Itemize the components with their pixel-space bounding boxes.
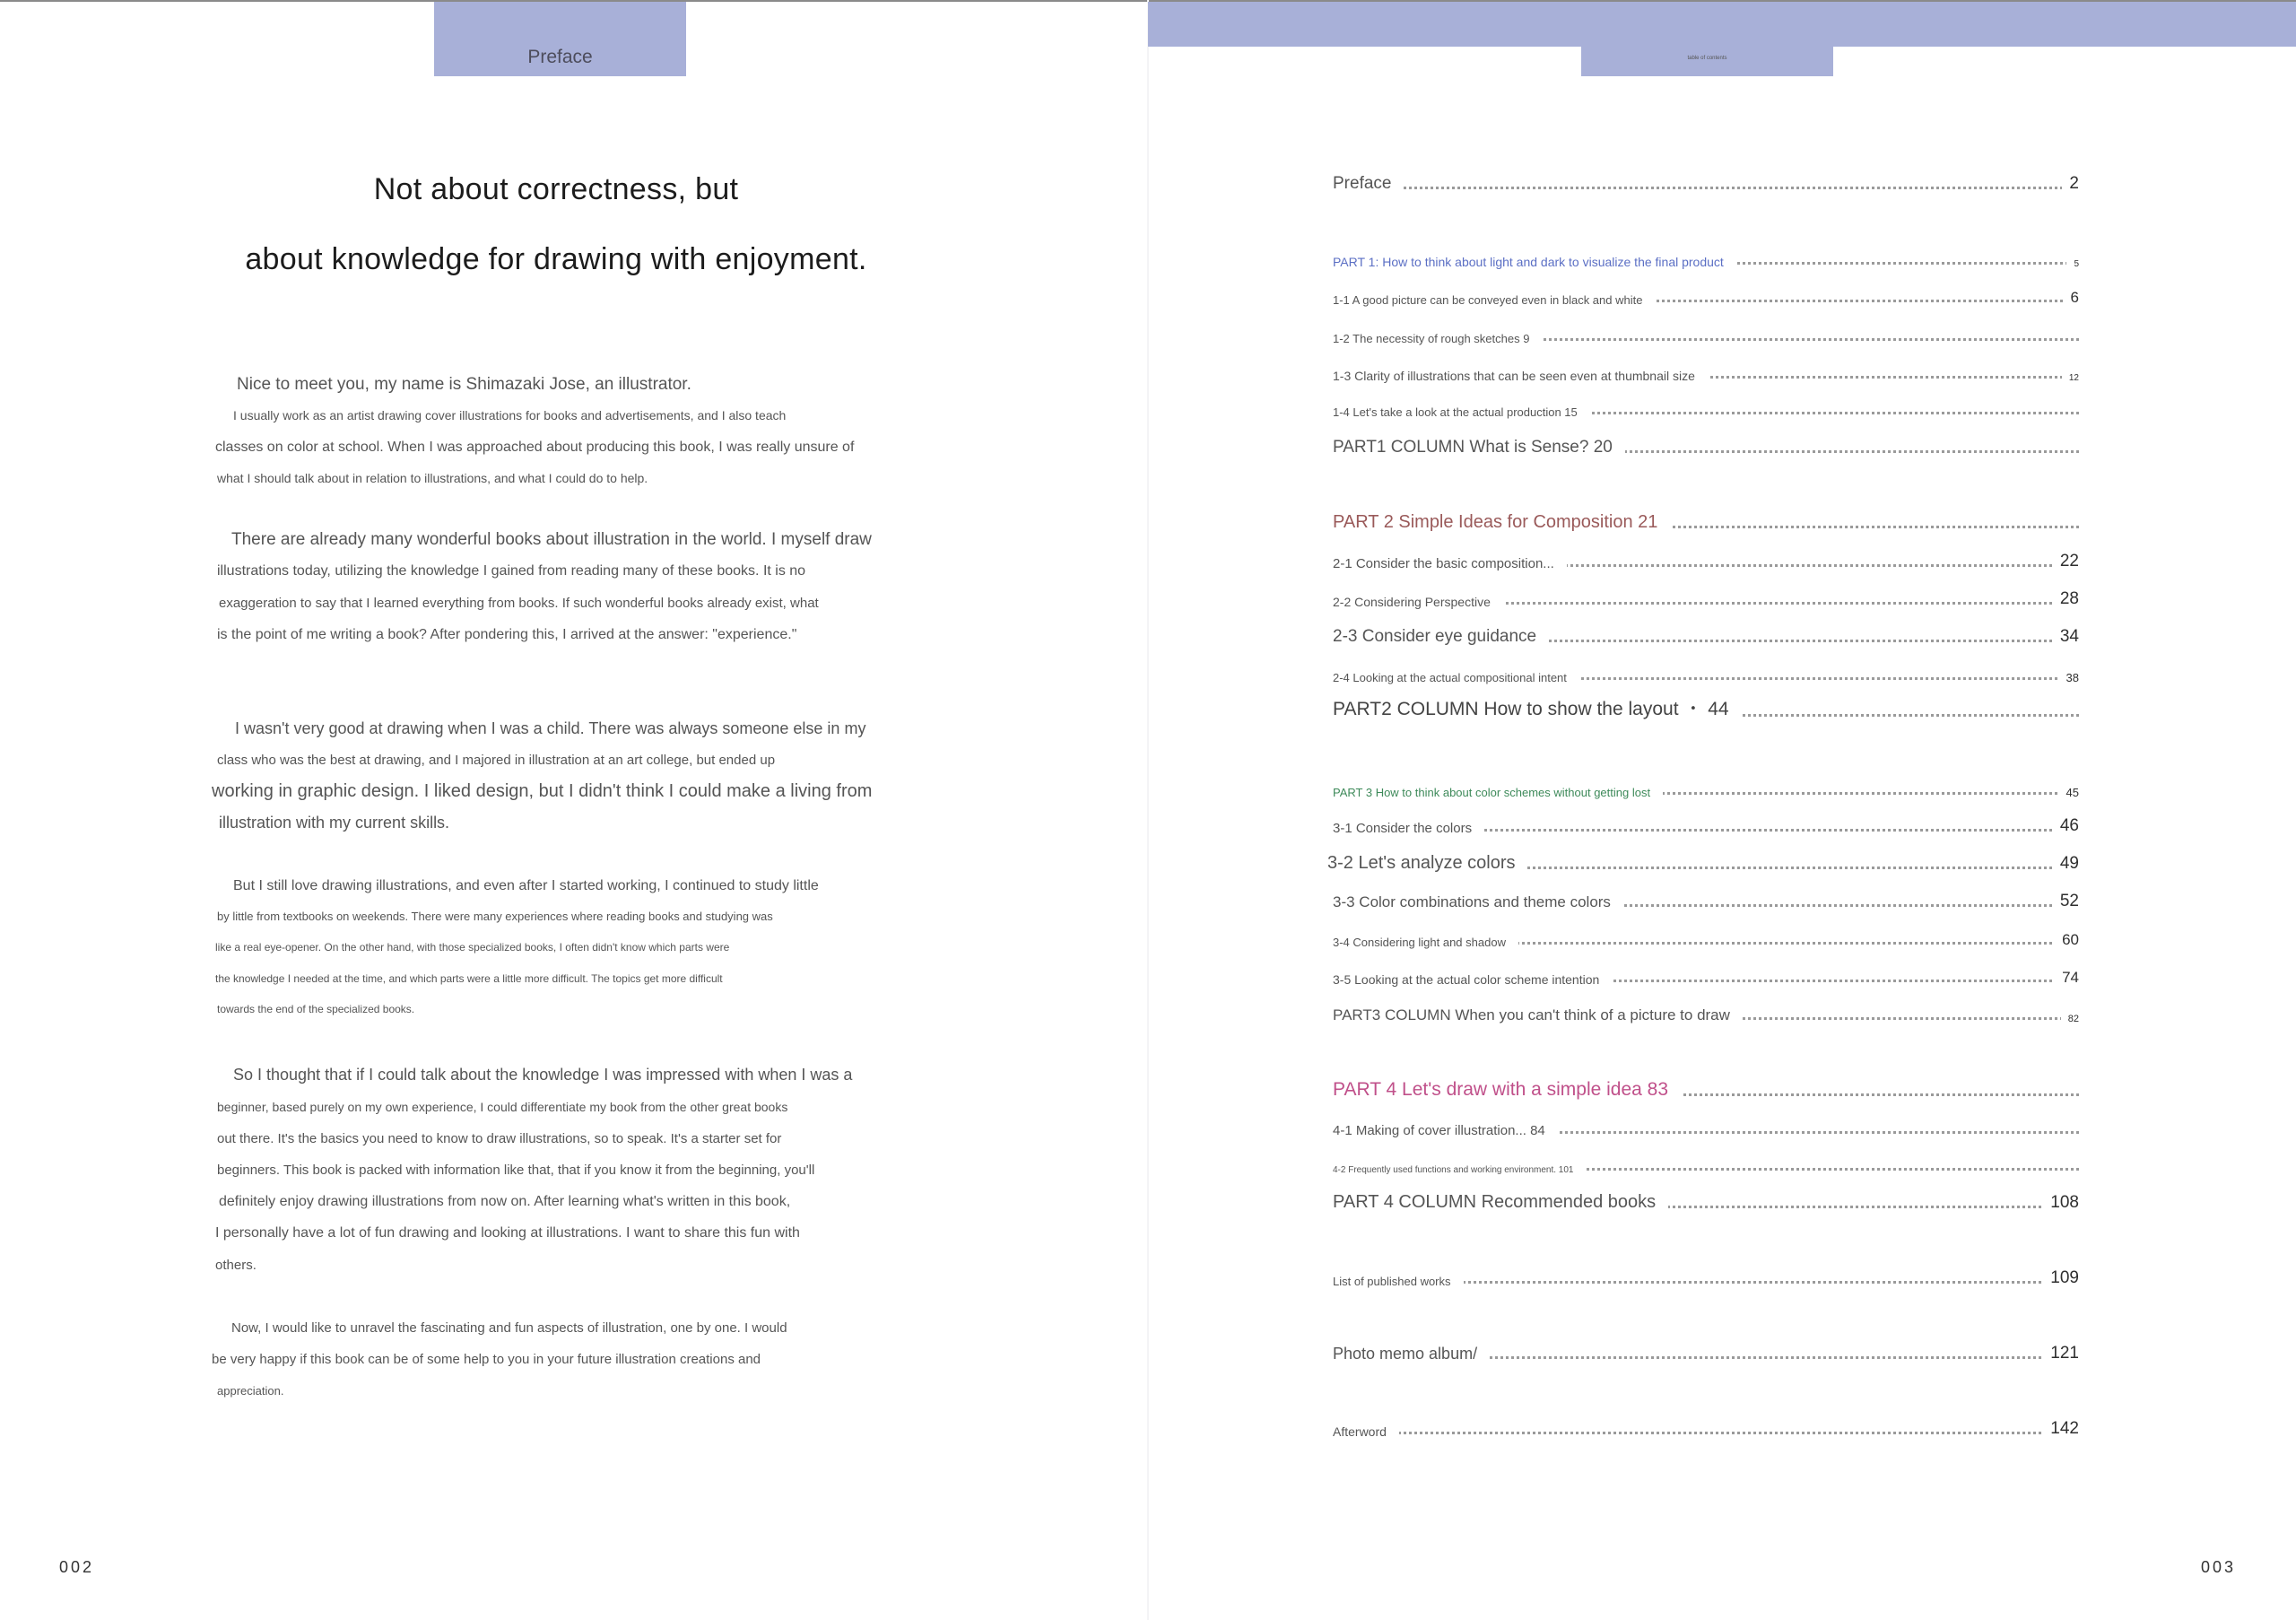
toc-entry-part-3-column[interactable] xyxy=(1333,996,2079,1028)
toc-label: 1-2 The necessity of rough sketches 9 xyxy=(1333,332,1542,345)
toc-entry-preface[interactable] xyxy=(1333,165,2079,197)
text-line: I personally have a lot of fun drawing and looking at illustrations. I want to share this fun with xyxy=(215,1225,800,1241)
toc-label: 1-4 Let's take a look at the actual production 15 xyxy=(1333,405,1590,419)
toc-label: 2-2 Considering Perspective xyxy=(1333,595,1503,609)
text-line: towards the end of the specialized books. xyxy=(217,1003,415,1015)
toc-entry-2-3[interactable] xyxy=(1333,618,2079,650)
toc-page-number: 12 xyxy=(2062,373,2079,383)
text-line: I wasn't very good at drawing when I was a child. There was always someone else in my xyxy=(235,719,866,737)
toc-label: Photo memo album/ xyxy=(1333,1345,1490,1363)
toc-label: PART1 COLUMN What is Sense? 20 xyxy=(1333,438,1625,457)
toc-page-number: 2 xyxy=(2062,174,2079,194)
toc-label: 4-2 Frequently used functions and working environment. 101 xyxy=(1333,1165,1587,1175)
toc-page-number: 45 xyxy=(2059,786,2079,799)
toc-entry-photo-memo-album[interactable] xyxy=(1333,1335,2079,1367)
page-title-line-2: about knowledge for drawing with enjoyment. xyxy=(245,242,867,276)
toc-page-number: 60 xyxy=(2055,931,2079,949)
toc-label: 1-1 A good picture can be conveyed even in black and white xyxy=(1333,293,1655,307)
text-line: classes on color at school. When I was approached about producing this book, I was really unsure of xyxy=(215,440,855,455)
toc-label: 3-1 Consider the colors xyxy=(1333,821,1484,836)
toc-entry-3-5[interactable] xyxy=(1333,958,2079,990)
toc-entry-part-2-column[interactable] xyxy=(1333,692,2079,725)
preface-paragraph-4 xyxy=(212,870,902,1024)
toc-page-number: 28 xyxy=(2053,589,2079,609)
toc-entry-2-1[interactable] xyxy=(1333,543,2079,575)
preface-paragraph-2 xyxy=(212,524,902,650)
toc-entry-part-1-column[interactable] xyxy=(1333,429,2079,461)
text-line: the knowledge I needed at the time, and which parts were a little more difficult. The topics get more difficult xyxy=(215,972,723,985)
page-number-right: 003 xyxy=(2201,1558,2237,1576)
preface-paragraph-5 xyxy=(212,1059,902,1281)
page-number-left: 002 xyxy=(59,1558,95,1576)
text-line: So I thought that if I could talk about the knowledge I was impressed with when I was a xyxy=(233,1066,853,1084)
toc-page-number: 108 xyxy=(2043,1193,2079,1213)
page-spine xyxy=(1147,0,1149,1620)
toc-page-number: 46 xyxy=(2053,816,2079,836)
text-line: There are already many wonderful books about illustration in the world. I myself draw xyxy=(231,530,872,549)
text-line: by little from textbooks on weekends. There were many experiences where reading books and studying was xyxy=(217,910,773,923)
text-line: be very happy if this book can be of some help to you in your future illustration creations and xyxy=(212,1352,761,1367)
toc-label: 3-2 Let's analyze colors xyxy=(1327,853,1527,874)
toc-page-number: 38 xyxy=(2059,671,2079,684)
preface-paragraph-6 xyxy=(212,1312,902,1407)
toc-label: PART2 COLUMN How to show the layout ・ 44 xyxy=(1333,694,1742,721)
toc-entry-part-3[interactable] xyxy=(1333,771,2079,803)
toc-label: 3-4 Considering light and shadow xyxy=(1333,936,1518,949)
toc-entry-4-2[interactable] xyxy=(1333,1146,2079,1179)
toc-label: PART 1: How to think about light and dark to visualize the final product xyxy=(1333,255,1736,269)
toc-entry-1-3[interactable] xyxy=(1333,354,2079,387)
toc-page-number: 74 xyxy=(2055,969,2079,987)
toc-page-number: 82 xyxy=(2061,1014,2079,1024)
dot-leader xyxy=(1333,1432,2079,1434)
text-line: definitely enjoy drawing illustrations from now on. After learning what's written in this book, xyxy=(219,1194,791,1209)
toc-entry-3-1[interactable] xyxy=(1333,807,2079,840)
text-line: is the point of me writing a book? After pondering this, I arrived at the answer: "experience." xyxy=(217,627,797,642)
toc-page-number: 142 xyxy=(2043,1419,2079,1439)
preface-paragraph-3 xyxy=(212,713,902,839)
toc-entry-afterword[interactable] xyxy=(1333,1410,2079,1442)
toc-page-number: 34 xyxy=(2053,627,2079,647)
toc-entry-part-4-column[interactable] xyxy=(1333,1184,2079,1216)
toc-label: PART 2 Simple Ideas for Composition 21 xyxy=(1333,512,1670,533)
text-line: others. xyxy=(215,1258,257,1273)
toc-page-number: 49 xyxy=(2053,854,2079,874)
toc-entry-3-2[interactable] xyxy=(1327,845,2079,877)
toc-label: 3-3 Color combinations and theme colors xyxy=(1333,893,1623,911)
text-line: out there. It's the basics you need to know to draw illustrations, so to speak. It's a starter set for xyxy=(217,1131,782,1146)
text-line: illustration with my current skills. xyxy=(219,814,450,832)
toc-entry-3-4[interactable] xyxy=(1333,920,2079,953)
toc-page-number: 52 xyxy=(2053,892,2079,911)
toc-label: PART 4 Let's draw with a simple idea 83 xyxy=(1333,1079,1681,1101)
text-line: class who was the best at drawing, and I majored in illustration at an art college, but ended up xyxy=(217,753,776,768)
toc-label: PART 3 How to think about color schemes without getting lost xyxy=(1333,786,1663,799)
toc-label: 2-3 Consider eye guidance xyxy=(1333,627,1549,647)
toc-entry-1-2[interactable] xyxy=(1333,317,2079,349)
toc-entry-4-1[interactable] xyxy=(1333,1110,2079,1142)
text-line: beginners. This book is packed with information like that, that if you know it from the beginning, you'll xyxy=(217,1163,815,1178)
toc-entry-part-4[interactable] xyxy=(1333,1072,2079,1104)
text-line: like a real eye-opener. On the other hand, with those specialized books, I often didn't know which parts were xyxy=(215,941,730,954)
text-line: illustrations today, utilizing the knowledge I gained from reading many of these books. It is no xyxy=(217,563,806,579)
text-line: exaggeration to say that I learned everything from books. If such wonderful books already exist, what xyxy=(219,596,819,611)
text-line: Nice to meet you, my name is Shimazaki Jose, an illustrator. xyxy=(237,375,691,394)
text-line: appreciation. xyxy=(217,1384,284,1398)
toc-page-number: 22 xyxy=(2053,552,2079,571)
text-line: I usually work as an artist drawing cover illustrations for books and advertisements, and I also teach xyxy=(233,408,787,422)
toc-label: 4-1 Making of cover illustration... 84 xyxy=(1333,1123,1558,1138)
text-line: Now, I would like to unravel the fascinating and fun aspects of illustration, one by one. I would xyxy=(231,1320,787,1336)
dot-leader xyxy=(1333,187,2079,189)
toc-entry-3-3[interactable] xyxy=(1333,883,2079,915)
toc-entry-part-2[interactable] xyxy=(1333,504,2079,536)
preface-paragraph-1 xyxy=(212,370,902,493)
toc-label: PART 4 COLUMN Recommended books xyxy=(1333,1192,1668,1213)
toc-entry-1-1[interactable] xyxy=(1333,278,2079,310)
toc-entry-part-1[interactable] xyxy=(1333,240,2079,273)
page-title-line-1: Not about correctness, but xyxy=(373,172,739,206)
toc-page-number: 121 xyxy=(2043,1344,2079,1363)
text-line: what I should talk about in relation to illustrations, and what I could do to help. xyxy=(217,471,648,485)
toc-tab xyxy=(1581,2,1833,76)
toc-entry-1-4[interactable] xyxy=(1333,390,2079,422)
text-line: beginner, based purely on my own experience, I could differentiate my book from the other great books xyxy=(217,1100,788,1114)
toc-page-number: 6 xyxy=(2064,289,2079,307)
toc-label: Preface xyxy=(1333,174,1404,194)
preface-tab-label: Preface xyxy=(527,47,593,67)
toc-label: 2-4 Looking at the actual compositional intent xyxy=(1333,671,1579,684)
toc-label: PART3 COLUMN When you can't think of a picture to draw xyxy=(1333,1006,1743,1024)
toc-entry-2-2[interactable] xyxy=(1333,580,2079,613)
toc-label: 1-3 Clarity of illustrations that can be seen even at thumbnail size xyxy=(1333,369,1708,383)
toc-entry-published-works[interactable] xyxy=(1333,1259,2079,1292)
toc-tab-label: table of contents xyxy=(1687,56,1727,61)
toc-label: List of published works xyxy=(1333,1275,1464,1288)
toc-label: 3-5 Looking at the actual color scheme intention xyxy=(1333,972,1612,987)
toc-label: 2-1 Consider the basic composition... xyxy=(1333,556,1567,571)
toc-label: Afterword xyxy=(1333,1424,1399,1439)
text-line: But I still love drawing illustrations, and even after I started working, I continued to study little xyxy=(233,878,819,893)
toc-entry-2-4[interactable] xyxy=(1333,656,2079,688)
toc-page-number: 5 xyxy=(2066,259,2079,269)
toc-page-number: 109 xyxy=(2043,1268,2079,1288)
text-line: working in graphic design. I liked design, but I didn't think I could make a living from xyxy=(212,781,873,801)
